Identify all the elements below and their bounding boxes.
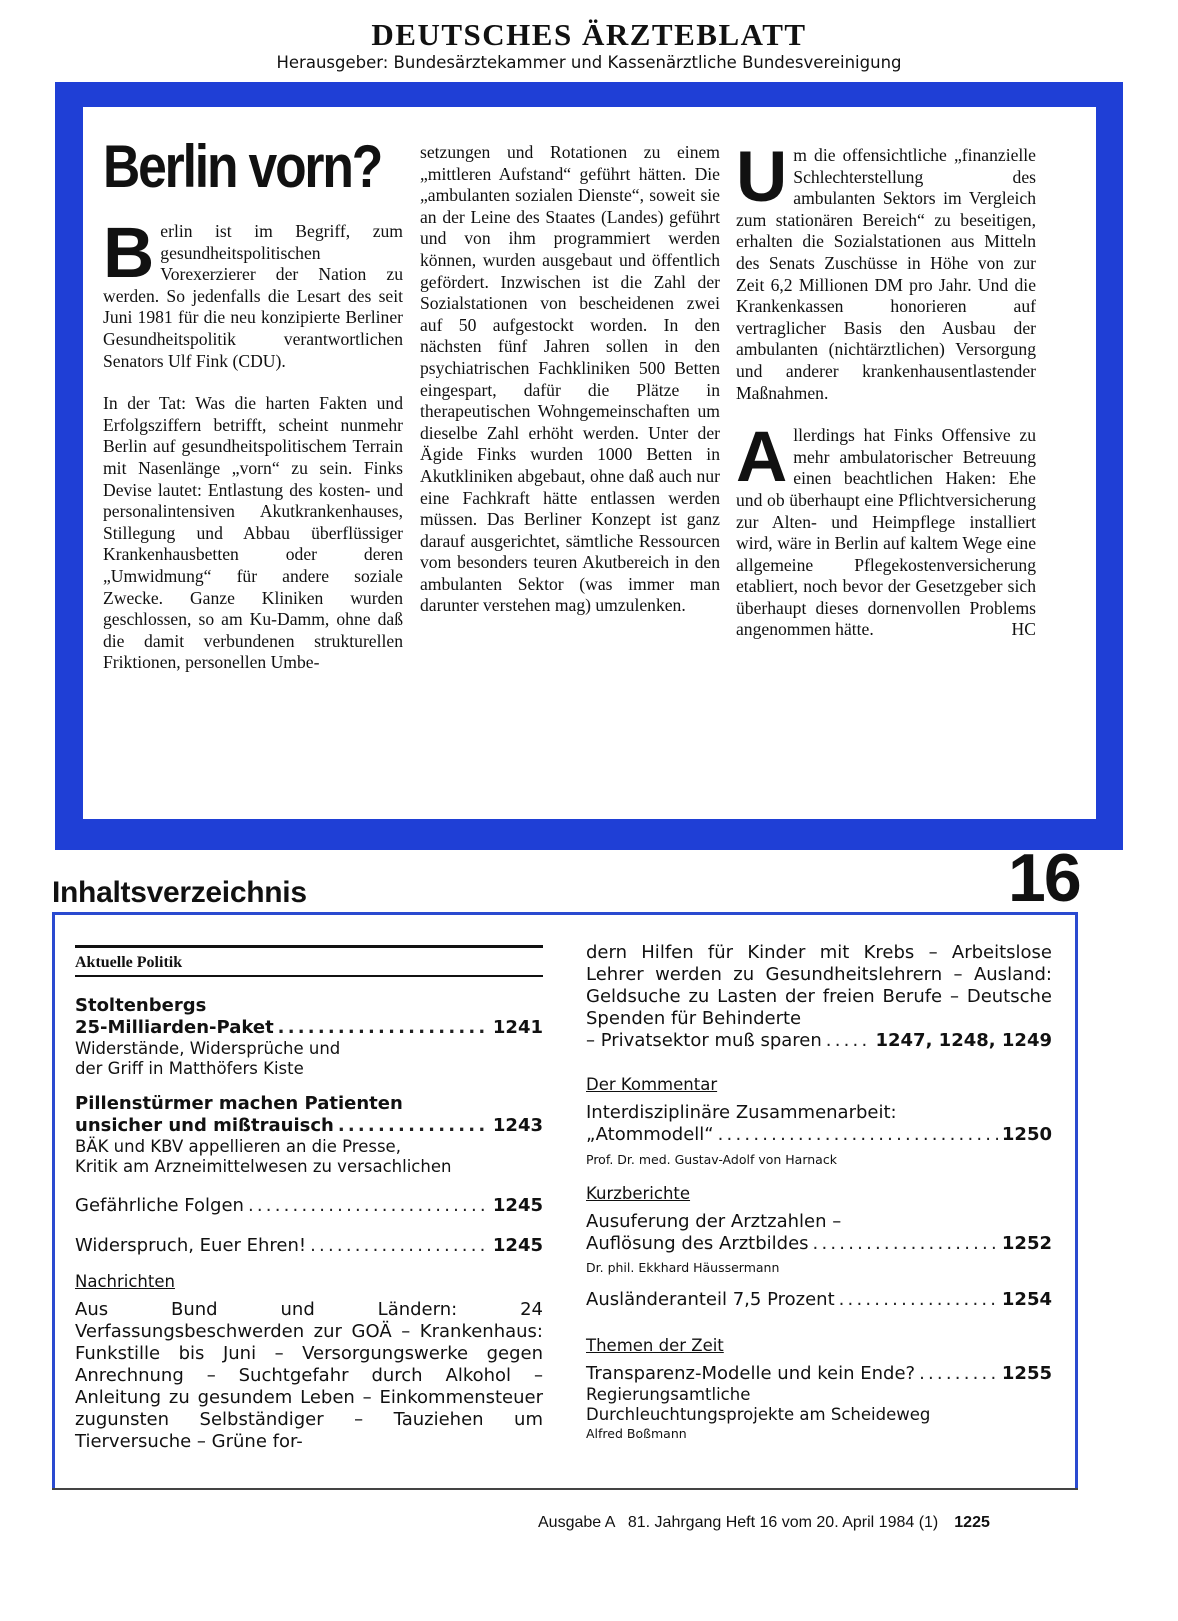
- toc-entry[interactable]: [586, 1102, 1052, 1169]
- issue-number: 16: [1008, 840, 1080, 916]
- entry-title: „Atommodell“: [586, 1124, 714, 1145]
- page-number: 1255: [1001, 1363, 1052, 1384]
- toc-entry[interactable]: [75, 1093, 543, 1177]
- masthead: [0, 18, 1178, 74]
- section-label-themen: Themen der Zeit: [586, 1336, 724, 1355]
- editorial-column-3: [736, 138, 1036, 641]
- entry-line: [586, 1030, 1052, 1052]
- leader-dots: [839, 1289, 998, 1311]
- leader-dots: [248, 1195, 489, 1217]
- section-label-kurzberichte: Kurzberichte: [586, 1184, 691, 1203]
- page-number: 1245: [492, 1195, 543, 1216]
- entry-line: [75, 1017, 543, 1039]
- paragraph-text: m die offensichtliche „finanzielle Schlechterstellung des ambulanten Sektors im Vergleich zum stationären Bereich“ zu beseitigen, erhalten die Sozialstationen aus Mitteln des Senats Zuschüsse in Höhe von zur Zeit 6,2 Millionen DM pro Jahr. Und die Krankenkassen honorieren auf vertraglicher Basis den Ausbau der ambulanten (nichtärztlichen) Versorgung und anderer krankenhausentlastender Maßnahmen.: [736, 145, 1036, 403]
- drop-cap: B: [103, 214, 155, 293]
- editorial-paragraph: [736, 418, 1036, 641]
- page-number: 1243: [492, 1115, 543, 1136]
- editorial-paragraph: In der Tat: Was die harten Fakten und Erfolgsziffern betrifft, scheint nunmehr Berlin auf gesundheitspolitischem Terrain mit Nasenlänge „vorn“ zu sein. Finks Devise lautet: Entlastung des kosten- und personalintensiven Akutkrankenhauses, Stillegung und Abbau überflüssiger Krankenhausbetten oder deren „Umwidmung“ für andere soziale Zwecke. Ganze Kliniken wurden geschlossen, so am Ku-Damm, ohne daß die damit verbundenen strukturellen Friktionen, personellen Umbe-: [103, 393, 403, 673]
- entry-line: [586, 1289, 1052, 1311]
- toc-entry[interactable]: [586, 1289, 1052, 1311]
- page-number: 1247, 1248, 1249: [875, 1030, 1052, 1051]
- section-title: Aktuelle Politik: [75, 954, 183, 971]
- author-initials: HC: [1011, 619, 1036, 640]
- page-number: 1254: [1001, 1289, 1052, 1310]
- toc-bottom-rule: [52, 1488, 1078, 1490]
- entry-title: – Privatsektor muß sparen: [586, 1030, 822, 1051]
- drop-cap: U: [736, 138, 788, 217]
- leader-dots: [310, 1235, 489, 1257]
- news-summary[interactable]: Aus Bund und Ländern: 24 Verfassungsbeschwerden zur GOÄ – Krankenhaus: Funkstille bis Juni – Versorgungswerke gegen Anrechnung – Suchtgefahr durch Alkohol – Anleitung zu gesundem Leben – Einkommensteuer zugunsten Selbständiger – Tauziehen um Tierversuche – Grüne for-: [75, 1299, 543, 1452]
- section-header: [75, 945, 543, 977]
- entry-line: [75, 1115, 543, 1137]
- entry-title: Pillenstürmer machen Patienten: [75, 1093, 403, 1114]
- entry-title: Stoltenbergs: [75, 995, 207, 1016]
- editorial-box: [83, 107, 1096, 819]
- toc-right-column: [586, 942, 1052, 1451]
- entry-title: Gefährliche Folgen: [75, 1195, 244, 1216]
- entry-line: [586, 1124, 1052, 1146]
- paragraph-text: llerdings hat Finks Offensive zu mehr ambulatorischer Betreuung einen beachtlichen Haken: Ehe und ob überhaupt eine Pflichtversicherung zur Alten- und Heimpflege installiert wird, wäre in Berlin auf kaltem Wege eine allgemeine Pflegekostenversicherung etabliert, noch bevor der Gesetzgeber sich überhaupt dieses dornenvollen Problems angenommen hätte.: [736, 425, 1036, 640]
- drop-cap: A: [736, 418, 788, 498]
- journal-title: DEUTSCHES ÄRZTEBLATT: [371, 17, 807, 52]
- entry-line: [586, 1233, 1052, 1255]
- page-number: 1241: [492, 1017, 543, 1038]
- toc-entry[interactable]: [586, 1211, 1052, 1277]
- entry-line: [75, 1235, 543, 1257]
- entry-author: Dr. phil. Ekkhard Häussermann: [586, 1260, 780, 1275]
- entry-author: Alfred Boßmann: [586, 1426, 687, 1441]
- entry-desc: Widerstände, Widersprüche und: [75, 1039, 341, 1058]
- page-number: 1245: [492, 1235, 543, 1256]
- entry-line: [586, 1363, 1052, 1385]
- leader-dots: [278, 1017, 489, 1039]
- section-label-kommentar: Der Kommentar: [586, 1075, 718, 1094]
- page-footer: [538, 1514, 1078, 1532]
- toc-entry[interactable]: [586, 1363, 1052, 1443]
- entry-line: [75, 1195, 543, 1217]
- entry-title: unsicher und mißtrauisch: [75, 1115, 334, 1136]
- leader-dots: [718, 1124, 998, 1146]
- entry-title: 25-Milliarden-Paket: [75, 1017, 274, 1038]
- entry-desc: der Griff in Matthöfers Kiste: [75, 1059, 304, 1078]
- section-label-nachrichten: Nachrichten: [75, 1272, 175, 1291]
- issue-info: Ausgabe A 81. Jahrgang Heft 16 vom 20. April 1984 (1): [538, 1514, 939, 1531]
- entry-title: Transparenz-Modelle und kein Ende?: [586, 1363, 916, 1384]
- publisher-line: Herausgeber: Bundesärztekammer und Kassenärztliche Bundesvereinigung: [276, 53, 902, 72]
- editorial-paragraph: setzungen und Rotationen zu einem „mittleren Aufstand“ geführt hätten. Die „ambulanten sozialen Dienste“, soweit sie an der Leine des Staates (Landes) geführt und von ihm programmiert werden können, wurden ausgebaut und öffentlich gefördert. Inzwischen ist die Zahl der Sozialstationen von bescheidenen zwei auf 50 aufgestockt worden. In den nächsten fünf Jahren sollen in den psychiatrischen Fachkliniken 500 Betten eingespart, dafür die Plätze in therapeutischen Wohngemeinschaften um dieselbe Zahl erhöht werden. Unter der Ägide Finks wurden 1000 Betten in Akutkliniken abgebaut, ohne daß auch nur eine Fachkraft hätte entlassen werden müssen. Das Berliner Konzept ist ganz darauf ausgerichtet, sämtliche Ressourcen vom besonders teuren Akutbereich in den ambulanten Sektor (was immer man darunter verstehen mag) umzulenken.: [420, 142, 720, 616]
- editorial-headline: Berlin vorn?: [103, 133, 382, 200]
- toc-entry[interactable]: [75, 1235, 543, 1257]
- toc-left-column: [75, 945, 543, 1453]
- toc-title: Inhaltsverzeichnis: [52, 876, 307, 909]
- leader-dots: [813, 1233, 998, 1255]
- entry-title: Ausländeranteil 7,5 Prozent: [586, 1289, 835, 1310]
- page-number: 1250: [1001, 1124, 1052, 1145]
- entry-title: Interdisziplinäre Zusammenarbeit:: [586, 1102, 897, 1123]
- leader-dots: [919, 1363, 998, 1385]
- news-summary-continued[interactable]: dern Hilfen für Kinder mit Krebs – Arbeitslose Lehrer werden zu Gesundheitslehrern – Ausland: Geldsuche zu Lasten der freien Berufe – Deutsche Spenden für Behinderte: [586, 942, 1052, 1029]
- entry-title: Ausuferung der Arztzahlen –: [586, 1211, 842, 1232]
- leader-dots: [826, 1030, 872, 1052]
- entry-author: Prof. Dr. med. Gustav-Adolf von Harnack: [586, 1152, 837, 1167]
- page-number: 1252: [1001, 1233, 1052, 1254]
- entry-title: Auflösung des Arztbildes: [586, 1233, 809, 1254]
- toc-entry[interactable]: [75, 1195, 543, 1217]
- page-number-footer: 1225: [954, 1514, 990, 1531]
- toc-entry[interactable]: [75, 995, 543, 1079]
- editorial-paragraph: [103, 214, 403, 372]
- entry-desc: BÄK und KBV appellieren an die Presse,: [75, 1137, 401, 1156]
- entry-desc: Kritik am Arzneimittelwesen zu versachlichen: [75, 1157, 452, 1176]
- editorial-paragraph: [736, 138, 1036, 404]
- editorial-column-2: [420, 142, 720, 617]
- entry-desc: Regierungsamtliche: [586, 1385, 751, 1404]
- paragraph-text: erlin ist im Begriff, zum gesundheitspolitischen Vorexerzierer der Nation zu werden. So jedenfalls die Lesart des seit Juni 1981 für die neu konzipierte Berliner Gesundheitspolitik verantwortlichen Senators Ulf Fink (CDU).: [103, 221, 403, 371]
- entry-title: Widerspruch, Euer Ehren!: [75, 1235, 307, 1256]
- leader-dots: [338, 1115, 489, 1137]
- entry-desc: Durchleuchtungsprojekte am Scheideweg: [586, 1405, 931, 1424]
- editorial-column-1: [103, 135, 403, 674]
